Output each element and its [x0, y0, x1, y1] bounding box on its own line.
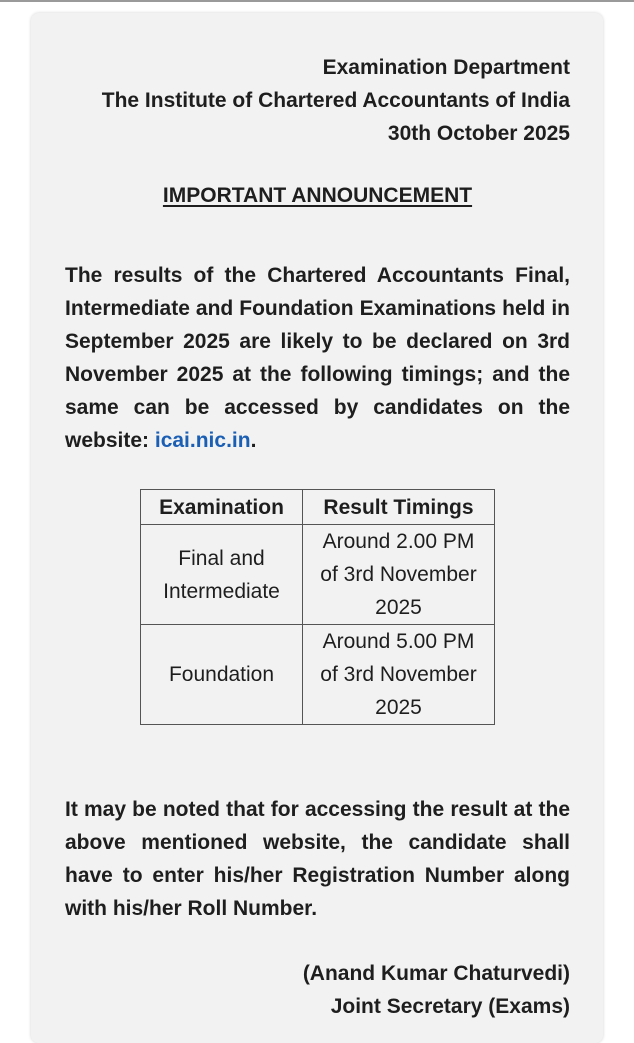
signatory-designation: Joint Secretary (Exams): [330, 995, 570, 1018]
result-timings-table: [140, 489, 495, 725]
intro-paragraph: [65, 259, 570, 457]
column-header-result-timings: Result Timings: [303, 490, 495, 525]
exam-cell: Final and Intermediate: [141, 525, 303, 625]
intro-paragraph-end: .: [250, 429, 257, 452]
announcement-card: [31, 13, 603, 1043]
note-paragraph: It may be noted that for accessing the result at the above mentioned website, the candidate shall have to enter his/her Registration Number along with his/her Roll Number.: [65, 798, 570, 920]
announcement-title-text: IMPORTANT ANNOUNCEMENT: [162, 184, 473, 207]
announcement-date: 30th October 2025: [387, 122, 570, 145]
intro-paragraph-text: The results of the Chartered Accountants Final, Intermediate and Foundation Examinations held in September 2025 are likely to be declared on 3rd November 2025 at the following timings; and the same can be accessed by candidates on the website:: [65, 264, 570, 452]
signature-block: [65, 957, 570, 1023]
column-header-examination: Examination: [141, 490, 303, 525]
signatory-name: (Anand Kumar Chaturvedi): [302, 962, 570, 985]
exam-cell: Foundation: [141, 625, 303, 725]
top-divider: [0, 0, 634, 2]
website-link[interactable]: icai.nic.in: [154, 429, 251, 452]
timing-cell: Around 5.00 PM of 3rd November 2025: [303, 625, 495, 725]
institute-name: The Institute of Chartered Accountants of India: [101, 89, 570, 112]
letter-header: [65, 51, 570, 150]
table-row: [141, 625, 495, 725]
department-name: Examination Department: [322, 56, 570, 79]
timing-cell: Around 2.00 PM of 3rd November 2025: [303, 525, 495, 625]
announcement-title: [65, 181, 570, 211]
table-header-row: [141, 490, 495, 525]
table-row: [141, 525, 495, 625]
